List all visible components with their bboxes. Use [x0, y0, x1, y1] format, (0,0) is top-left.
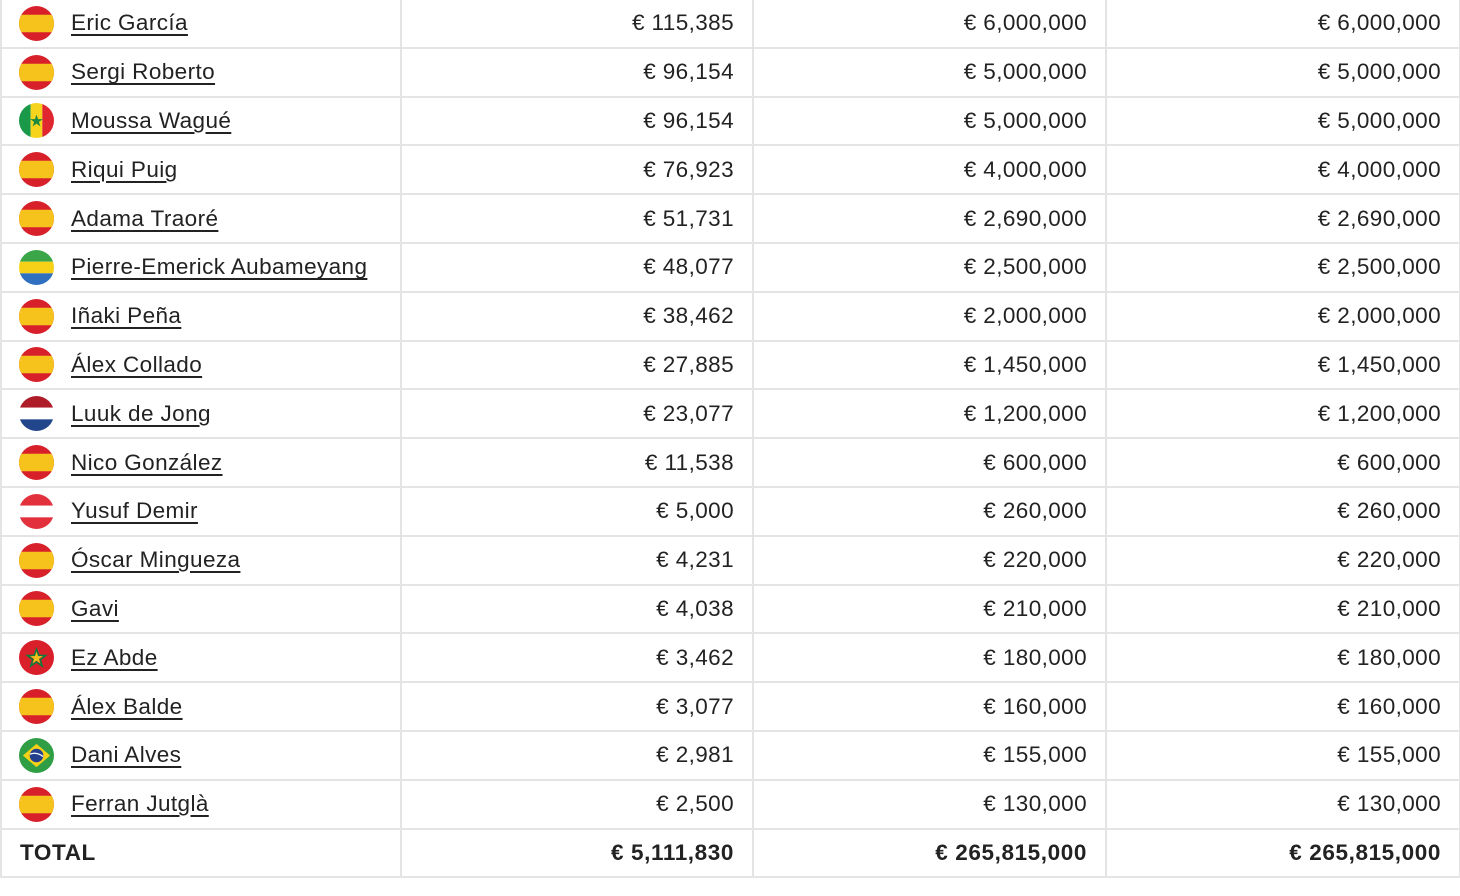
table-row: [1, 145, 1460, 194]
spain-flag-icon: [19, 787, 54, 822]
weekly-wage: € 38,462: [401, 292, 753, 341]
yearly-salary: € 155,000: [753, 731, 1106, 780]
yearly-salary: € 1,450,000: [753, 341, 1106, 390]
yearly-salary: € 1,200,000: [753, 389, 1106, 438]
player-name-cell: [1, 292, 401, 341]
player-link[interactable]: Óscar Mingueza: [71, 547, 241, 573]
player-name-cell: [1, 682, 401, 731]
player-link[interactable]: Iñaki Peña: [71, 303, 182, 329]
player-name-cell: [1, 0, 401, 48]
player-link[interactable]: Gavi: [71, 595, 119, 621]
player-link[interactable]: Riqui Puig: [71, 156, 178, 182]
player-name-cell: [1, 243, 401, 292]
table-row: [1, 633, 1460, 682]
weekly-wage: € 3,462: [401, 633, 753, 682]
weekly-wage: € 2,500: [401, 780, 753, 829]
weekly-wage: € 5,000: [401, 487, 753, 536]
yearly-salary: € 2,500,000: [753, 243, 1106, 292]
weekly-wage: € 48,077: [401, 243, 753, 292]
table-row: [1, 487, 1460, 536]
gross-salary: € 1,450,000: [1106, 341, 1460, 390]
player-name-cell: [1, 585, 401, 634]
table-row: [1, 536, 1460, 585]
salary-table-body: [1, 0, 1460, 829]
player-name-cell: [1, 633, 401, 682]
weekly-wage: € 51,731: [401, 194, 753, 243]
player-name-cell: [1, 194, 401, 243]
spain-flag-icon: [19, 591, 54, 626]
player-link[interactable]: Ferran Jutglà: [71, 791, 209, 817]
player-link[interactable]: Luuk de Jong: [71, 400, 211, 426]
weekly-wage: € 76,923: [401, 145, 753, 194]
player-link[interactable]: Pierre-Emerick Aubameyang: [71, 254, 368, 280]
table-row: [1, 438, 1460, 487]
austria-flag-icon: [19, 494, 54, 529]
player-link[interactable]: Álex Balde: [71, 693, 183, 719]
weekly-wage: € 11,538: [401, 438, 753, 487]
gross-salary: € 1,200,000: [1106, 389, 1460, 438]
yearly-salary: € 160,000: [753, 682, 1106, 731]
player-link[interactable]: Ez Abde: [71, 644, 158, 670]
player-name-cell: [1, 97, 401, 146]
yearly-salary: € 5,000,000: [753, 97, 1106, 146]
weekly-wage: € 27,885: [401, 341, 753, 390]
yearly-salary: € 130,000: [753, 780, 1106, 829]
gabon-flag-icon: [19, 250, 54, 285]
weekly-wage: € 96,154: [401, 48, 753, 97]
table-row: [1, 682, 1460, 731]
player-name-cell: [1, 487, 401, 536]
yearly-salary: € 6,000,000: [753, 0, 1106, 48]
table-row: [1, 780, 1460, 829]
player-link[interactable]: Yusuf Demir: [71, 498, 198, 524]
table-row: [1, 97, 1460, 146]
spain-flag-icon: [19, 543, 54, 578]
gross-salary: € 2,690,000: [1106, 194, 1460, 243]
netherlands-flag-icon: [19, 396, 54, 431]
weekly-wage: € 115,385: [401, 0, 753, 48]
table-row: [1, 389, 1460, 438]
gross-salary: € 130,000: [1106, 780, 1460, 829]
weekly-wage: € 3,077: [401, 682, 753, 731]
gross-salary: € 210,000: [1106, 585, 1460, 634]
player-name-cell: [1, 780, 401, 829]
gross-salary: € 180,000: [1106, 633, 1460, 682]
weekly-wage: € 96,154: [401, 97, 753, 146]
spain-flag-icon: [19, 55, 54, 90]
yearly-salary: € 2,000,000: [753, 292, 1106, 341]
weekly-wage: € 4,038: [401, 585, 753, 634]
gross-salary: € 6,000,000: [1106, 0, 1460, 48]
yearly-salary: € 2,690,000: [753, 194, 1106, 243]
yearly-salary: € 260,000: [753, 487, 1106, 536]
morocco-flag-icon: [19, 640, 54, 675]
spain-flag-icon: [19, 445, 54, 480]
senegal-flag-icon: [19, 103, 54, 138]
spain-flag-icon: [19, 6, 54, 41]
gross-salary: € 4,000,000: [1106, 145, 1460, 194]
weekly-wage: € 23,077: [401, 389, 753, 438]
table-row: [1, 48, 1460, 97]
gross-salary: € 5,000,000: [1106, 97, 1460, 146]
yearly-salary: € 220,000: [753, 536, 1106, 585]
spain-flag-icon: [19, 152, 54, 187]
player-name-cell: [1, 48, 401, 97]
yearly-salary: € 210,000: [753, 585, 1106, 634]
gross-salary: € 260,000: [1106, 487, 1460, 536]
table-row: [1, 341, 1460, 390]
spain-flag-icon: [19, 689, 54, 724]
total-gross-salary: € 265,815,000: [1106, 829, 1460, 878]
total-weekly-wage: € 5,111,830: [401, 829, 753, 878]
player-link[interactable]: Álex Collado: [71, 351, 203, 377]
table-row: [1, 585, 1460, 634]
player-name-cell: [1, 145, 401, 194]
brazil-flag-icon: [19, 738, 54, 773]
spain-flag-icon: [19, 299, 54, 334]
player-link[interactable]: Dani Alves: [71, 742, 182, 768]
table-row: [1, 292, 1460, 341]
total-yearly-salary: € 265,815,000: [753, 829, 1106, 878]
total-label: TOTAL: [1, 829, 401, 878]
gross-salary: € 5,000,000: [1106, 48, 1460, 97]
gross-salary: € 2,000,000: [1106, 292, 1460, 341]
gross-salary: € 160,000: [1106, 682, 1460, 731]
weekly-wage: € 2,981: [401, 731, 753, 780]
total-row: [1, 829, 1460, 878]
player-link[interactable]: Eric García: [71, 10, 188, 36]
player-link[interactable]: Moussa Wagué: [71, 107, 232, 133]
table-row: [1, 731, 1460, 780]
player-link[interactable]: Adama Traoré: [71, 205, 219, 231]
player-name-cell: [1, 731, 401, 780]
yearly-salary: € 600,000: [753, 438, 1106, 487]
yearly-salary: € 180,000: [753, 633, 1106, 682]
yearly-salary: € 4,000,000: [753, 145, 1106, 194]
player-link[interactable]: Nico González: [71, 449, 223, 475]
player-link[interactable]: Sergi Roberto: [71, 59, 216, 85]
gross-salary: € 155,000: [1106, 731, 1460, 780]
player-name-cell: [1, 341, 401, 390]
gross-salary: € 600,000: [1106, 438, 1460, 487]
yearly-salary: € 5,000,000: [753, 48, 1106, 97]
player-name-cell: [1, 389, 401, 438]
player-name-cell: [1, 536, 401, 585]
weekly-wage: € 4,231: [401, 536, 753, 585]
spain-flag-icon: [19, 201, 54, 236]
table-row: [1, 243, 1460, 292]
table-row: [1, 0, 1460, 48]
gross-salary: € 2,500,000: [1106, 243, 1460, 292]
player-name-cell: [1, 438, 401, 487]
spain-flag-icon: [19, 347, 54, 382]
gross-salary: € 220,000: [1106, 536, 1460, 585]
table-row: [1, 194, 1460, 243]
